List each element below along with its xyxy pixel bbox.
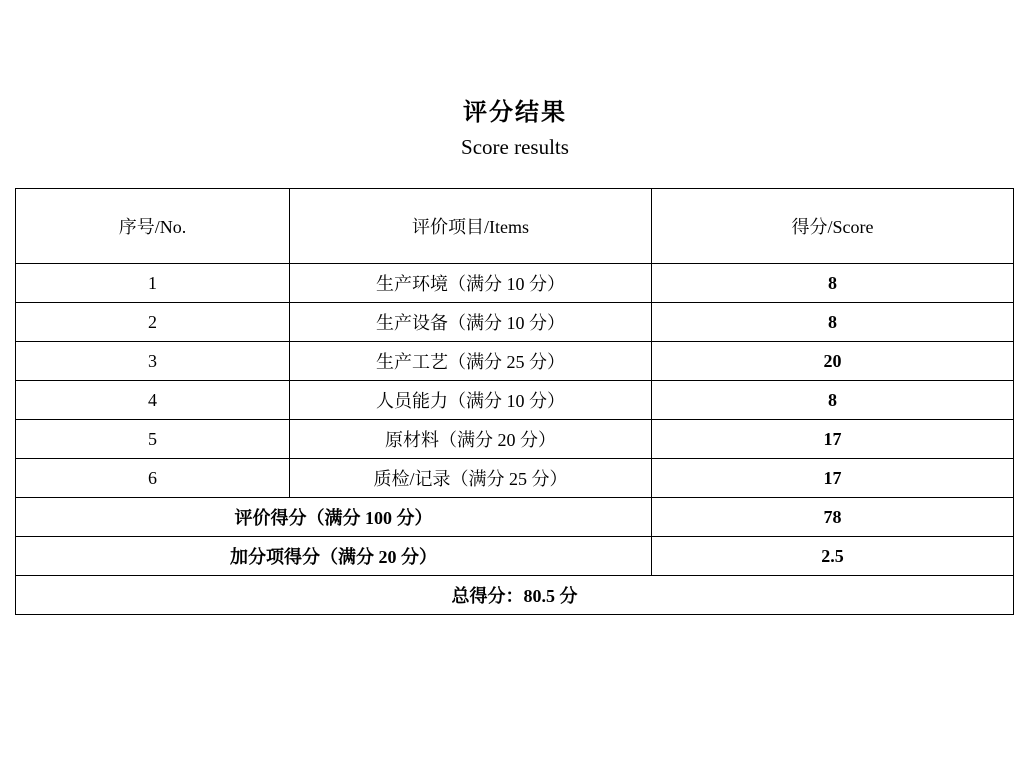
row-item: 生产设备（满分 10 分） — [290, 303, 652, 342]
score-table — [15, 188, 1014, 615]
row-score: 8 — [652, 381, 1014, 420]
table-row — [16, 342, 1014, 381]
bonus-score-value: 2.5 — [652, 537, 1014, 576]
row-score: 17 — [652, 459, 1014, 498]
total-score-row — [16, 576, 1014, 615]
evaluation-score-row — [16, 498, 1014, 537]
row-no: 4 — [16, 381, 290, 420]
row-score: 20 — [652, 342, 1014, 381]
total-score: 总得分：80.5 分 — [16, 576, 1014, 615]
row-no: 6 — [16, 459, 290, 498]
header-score: 得分/Score — [652, 189, 1014, 264]
table-row — [16, 420, 1014, 459]
table-row — [16, 303, 1014, 342]
bonus-score-row — [16, 537, 1014, 576]
row-item: 生产工艺（满分 25 分） — [290, 342, 652, 381]
row-score: 8 — [652, 264, 1014, 303]
title-block — [0, 96, 1030, 162]
table-header-row — [16, 189, 1014, 264]
title-english: Score results — [461, 135, 569, 159]
row-no: 1 — [16, 264, 290, 303]
row-item: 原材料（满分 20 分） — [290, 420, 652, 459]
table-row — [16, 264, 1014, 303]
row-no: 3 — [16, 342, 290, 381]
row-score: 17 — [652, 420, 1014, 459]
evaluation-score-value: 78 — [652, 498, 1014, 537]
row-no: 2 — [16, 303, 290, 342]
row-item: 生产环境（满分 10 分） — [290, 264, 652, 303]
row-item: 质检/记录（满分 25 分） — [290, 459, 652, 498]
table-row — [16, 381, 1014, 420]
table-row — [16, 459, 1014, 498]
row-item: 人员能力（满分 10 分） — [290, 381, 652, 420]
header-items: 评价项目/Items — [290, 189, 652, 264]
row-score: 8 — [652, 303, 1014, 342]
header-no: 序号/No. — [16, 189, 290, 264]
row-no: 5 — [16, 420, 290, 459]
evaluation-score-label: 评价得分（满分 100 分） — [16, 498, 652, 537]
bonus-score-label: 加分项得分（满分 20 分） — [16, 537, 652, 576]
title-chinese: 评分结果 — [463, 100, 567, 126]
